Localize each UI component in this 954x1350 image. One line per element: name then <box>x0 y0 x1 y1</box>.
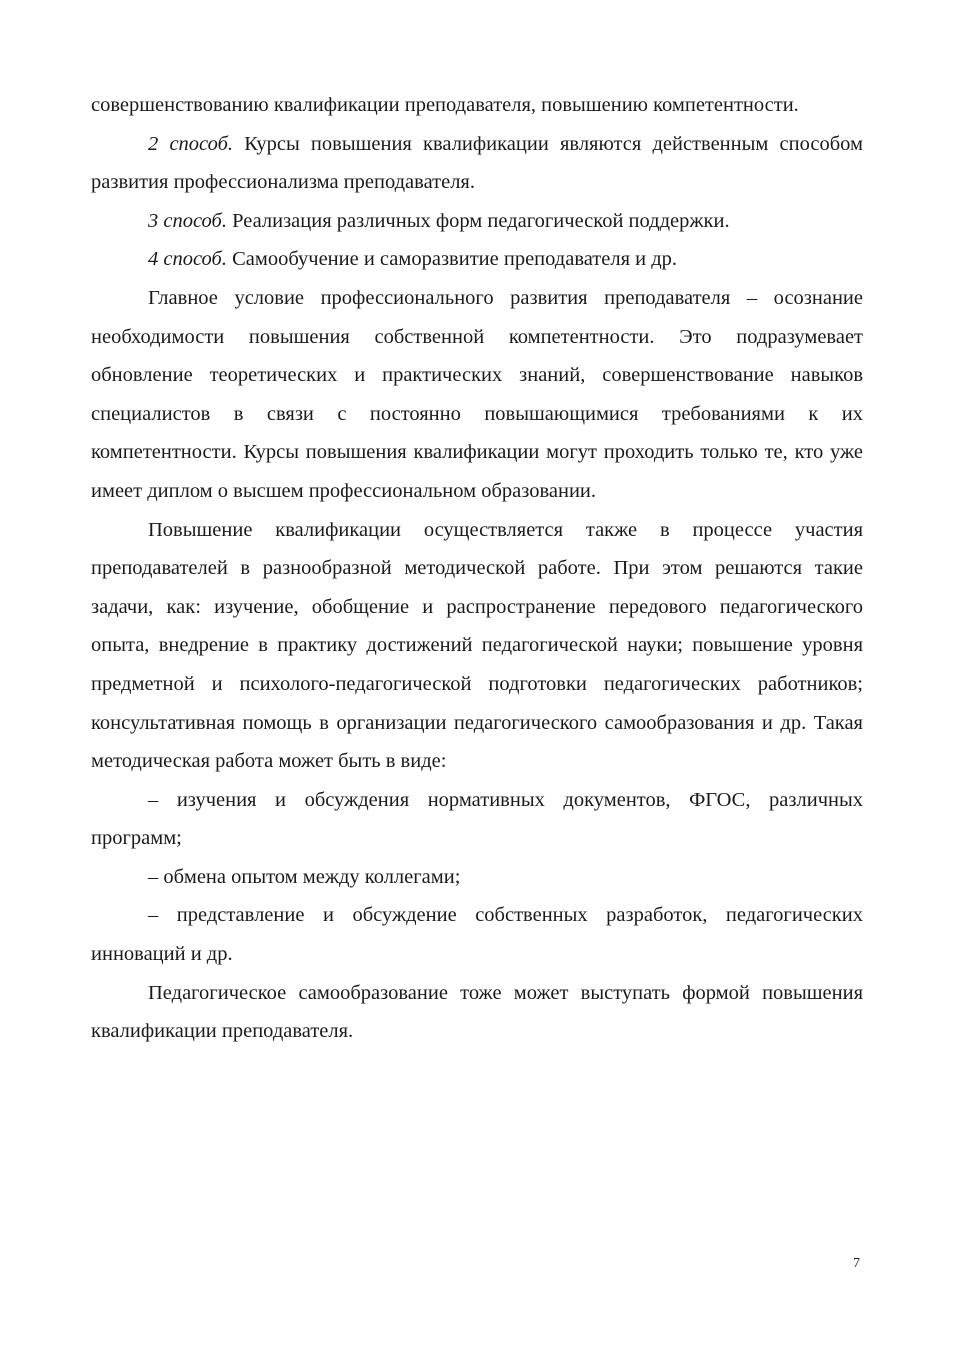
paragraph-main-condition: Главное условие профессионального развития преподавателя – осознание необходимости повышения собственной компетентности. Это подразумевает обновление теоретических и практических знаний, совершенствование навыков специалистов в связи с постоянно повышающимися требованиями к их компетентности. Курсы повышения квалификации могут проходить только те, кто уже имеет диплом о высшем профессиональном образовании. <box>91 286 863 502</box>
method-label: 2 способ. <box>148 132 234 155</box>
method-label: 3 способ. <box>148 209 227 232</box>
paragraph-method-3 <box>91 202 863 241</box>
method-text: Реализация различных форм педагогической поддержки. <box>232 209 730 232</box>
document-page <box>91 86 863 1051</box>
paragraph-self-education: Педагогическое самообразование тоже может выступать формой повышения квалификации преподавателя. <box>91 981 863 1043</box>
page-number: 7 <box>853 1256 860 1271</box>
method-label: 4 способ. <box>148 248 227 271</box>
paragraph-continuation: совершенствованию квалификации преподавателя, повышению компетентности. <box>91 94 799 116</box>
paragraph-method-4 <box>91 240 863 279</box>
paragraph-methodical-work: Повышение квалификации осуществляется также в процессе участия преподавателей в разнообразной методической работе. При этом решаются такие задачи, как: изучение, обобщение и распространение передового педагогического опыта, внедрение в практику достижений педагогической науки; повышение уровня предметной и психолого-педагогической подготовки педагогических работников; консультативная помощь в организации педагогического самообразования и др. Такая методическая работа может быть в виде: <box>91 518 863 773</box>
list-item: – обмена опытом между коллегами; <box>148 865 461 888</box>
method-text: Самообучение и саморазвитие преподавателя и др. <box>232 248 678 271</box>
paragraph-method-2 <box>91 125 863 202</box>
method-text: Курсы повышения квалификации являются действенным способом развития профессионализма преподавателя. <box>91 132 863 194</box>
list-item: – представление и обсуждение собственных разработок, педагогических инноваций и др. <box>91 904 863 966</box>
list-item: – изучения и обсуждения нормативных документов, ФГОС, различных программ; <box>91 788 863 850</box>
